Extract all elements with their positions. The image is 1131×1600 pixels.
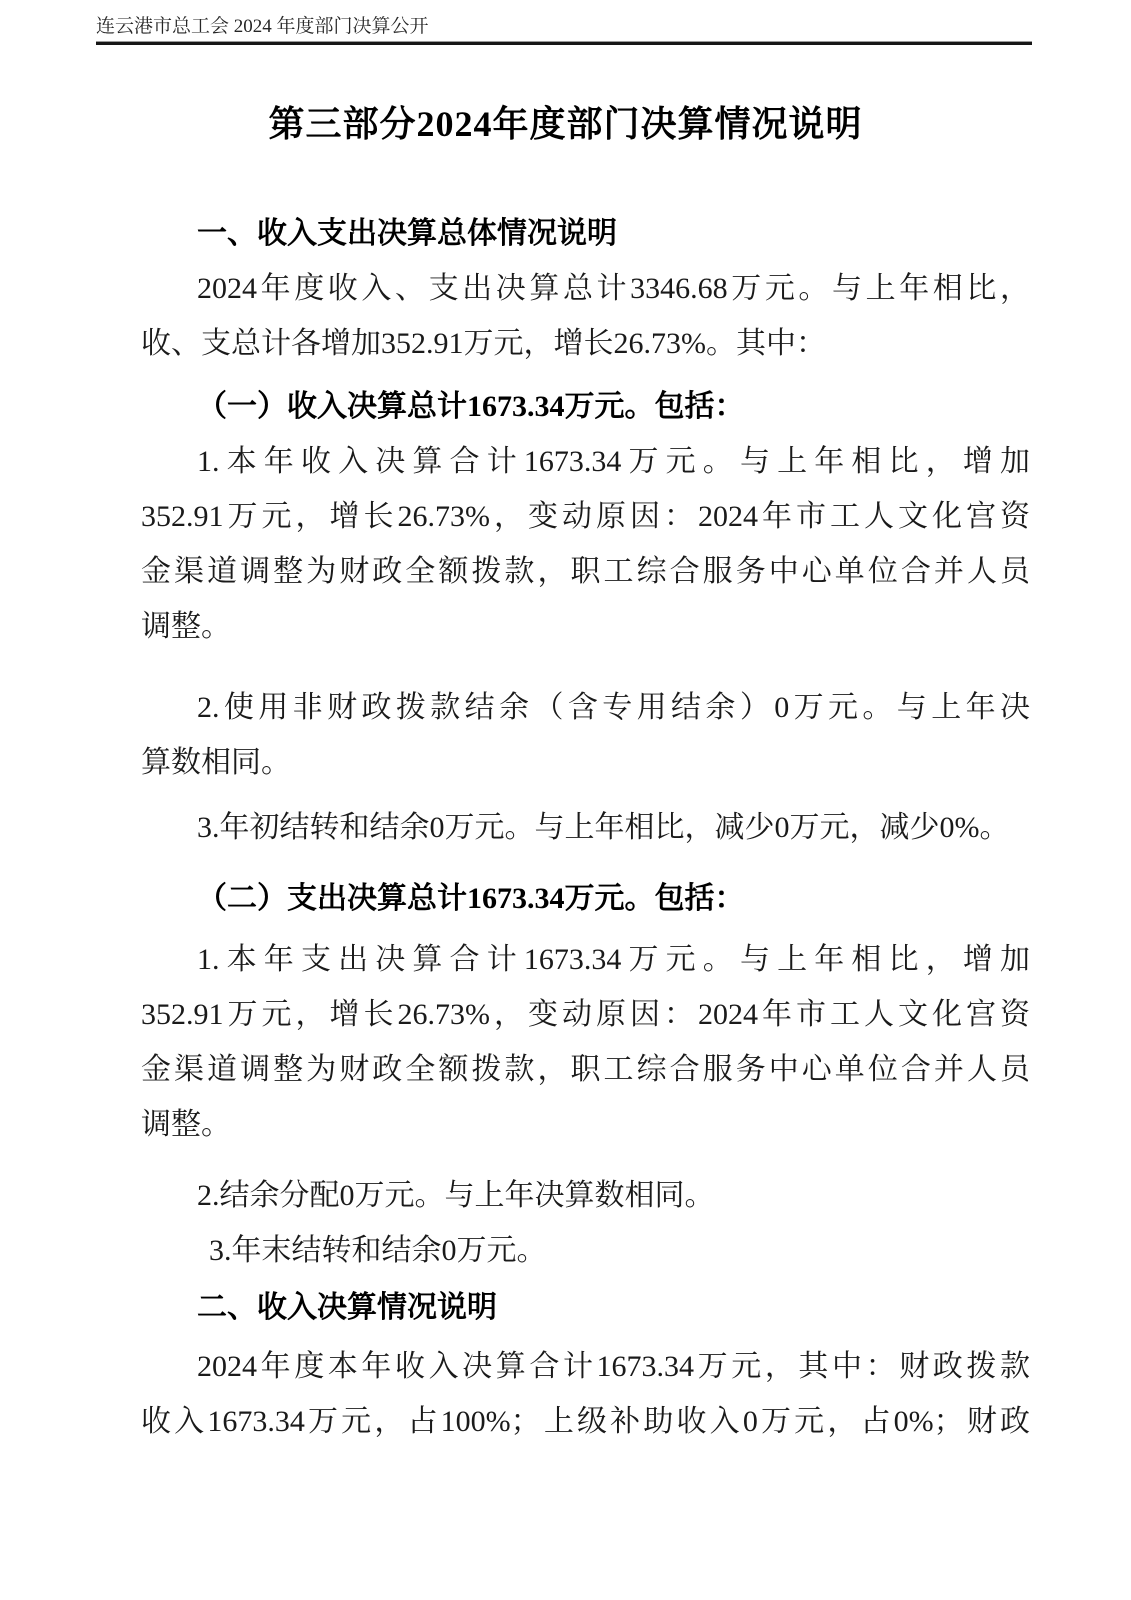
- header-rule: [96, 41, 1032, 45]
- subheading-income-total: （一）收入决算总计1673.34万元。包括：: [197, 390, 745, 423]
- paragraph-line: 1.本年支出决算合计1673.34万元。与上年相比，增加: [197, 943, 1030, 976]
- paragraph-line: 2024年度本年收入决算合计1673.34万元，其中：财政拨款: [197, 1350, 1030, 1383]
- paragraph-line: 352.91万元，增长26.73%，变动原因：2024年市工人文化宫资: [141, 500, 1030, 533]
- page-header: 连云港市总工会 2024 年度部门决算公开: [96, 16, 429, 37]
- heading-overview: 一、收入支出决算总体情况说明: [197, 217, 617, 250]
- paragraph-line: 2.结余分配0万元。与上年决算数相同。: [197, 1179, 715, 1212]
- paragraph-line: 调整。: [141, 610, 231, 643]
- paragraph-line: 3.年末结转和结余0万元。: [209, 1234, 547, 1267]
- paragraph-line: 算数相同。: [141, 746, 291, 779]
- heading-income-statement: 二、收入决算情况说明: [197, 1291, 497, 1324]
- paragraph-line: 3.年初结转和结余0万元。与上年相比，减少0万元，减少0%。: [197, 811, 1010, 844]
- paragraph-line: 1.本年收入决算合计1673.34万元。与上年相比，增加: [197, 445, 1030, 478]
- paragraph-line: 金渠道调整为财政全额拨款，职工综合服务中心单位合并人员: [141, 1053, 1030, 1086]
- paragraph-line: 金渠道调整为财政全额拨款，职工综合服务中心单位合并人员: [141, 555, 1030, 588]
- subheading-expense-total: （二）支出决算总计1673.34万元。包括：: [197, 882, 745, 915]
- paragraph-line: 2024年度收入、支出决算总计3346.68万元。与上年相比，: [197, 272, 1030, 305]
- paragraph-line: 收、支总计各增加352.91万元，增长26.73%。其中：: [141, 327, 826, 360]
- paragraph-line: 2.使用非财政拨款结余（含专用结余）0万元。与上年决: [197, 691, 1030, 724]
- document-title: 第三部分2024年度部门决算情况说明: [268, 104, 863, 144]
- paragraph-line: 352.91万元，增长26.73%，变动原因：2024年市工人文化宫资: [141, 998, 1030, 1031]
- document-body: [141, 206, 1030, 1449]
- paragraph-line: 调整。: [141, 1108, 231, 1141]
- paragraph-line: 收入1673.34万元，占100%；上级补助收入0万元，占0%；财政: [141, 1405, 1030, 1438]
